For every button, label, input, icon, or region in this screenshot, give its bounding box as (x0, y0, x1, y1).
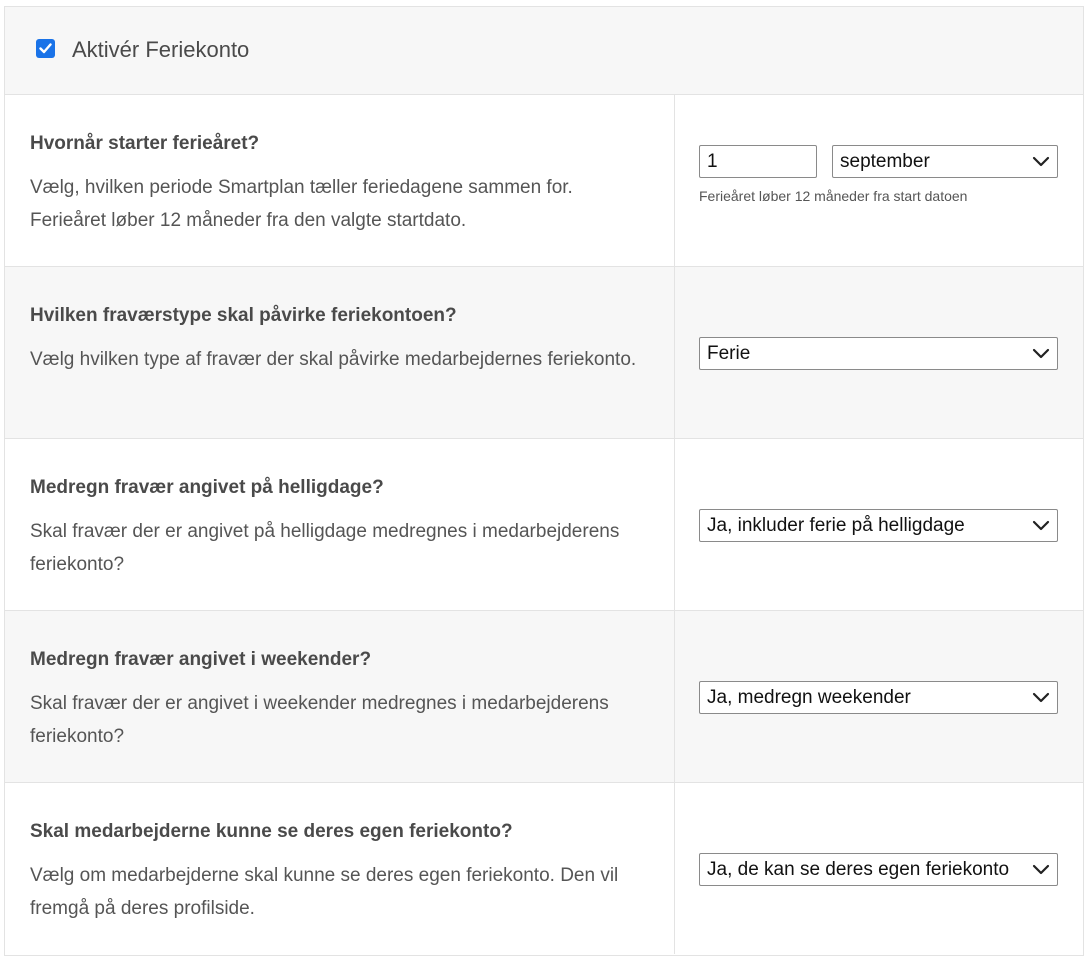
select-value: Ja, inkluder ferie på helligdage (707, 515, 965, 536)
question-description: Skal fravær der er angivet på helligdage medregnes i medarbejderens feriekonto? (30, 521, 620, 575)
question-title: Medregn fravær angivet på helligdage? (30, 477, 384, 498)
row-visibility (5, 783, 1083, 954)
select-value: september (840, 151, 930, 172)
question-title: Hvilken fraværstype skal påvirke feriekontoen? (30, 305, 457, 326)
visibility-select[interactable] (699, 853, 1058, 886)
question-description: Skal fravær der er angivet i weekender medregnes i medarbejderens feriekonto? (30, 693, 609, 747)
row-holidays (5, 439, 1083, 611)
panel-header (5, 7, 1083, 95)
chevron-down-icon (1032, 690, 1050, 704)
activate-checkbox[interactable] (36, 39, 55, 58)
checkmark-icon (39, 43, 52, 54)
chevron-down-icon (1032, 154, 1050, 168)
select-value: Ja, de kan se deres egen feriekonto (707, 859, 1010, 880)
select-value: Ferie (707, 343, 751, 364)
chevron-down-icon (1032, 346, 1050, 360)
weekends-select[interactable] (699, 681, 1058, 714)
start-date-hint: Ferieåret løber 12 måneder fra start datoen (699, 188, 968, 204)
row-weekends (5, 611, 1083, 783)
row-absence-type (5, 267, 1083, 439)
activate-label[interactable]: Aktivér Feriekonto (72, 36, 250, 62)
question-title: Medregn fravær angivet i weekender? (30, 649, 372, 670)
question-description: Vælg hvilken type af fravær der skal påvirke medarbejdernes feriekonto. (30, 349, 637, 370)
chevron-down-icon (1032, 518, 1050, 532)
holidays-select[interactable] (699, 509, 1058, 542)
absence-type-select[interactable] (699, 337, 1058, 370)
row-start-date (5, 95, 1083, 267)
question-description: Vælg, hvilken periode Smartplan tæller feriedagene sammen for. Ferieåret løber 12 måneder fra den valgte startdato. (30, 177, 573, 231)
question-title: Hvornår starter ferieåret? (30, 133, 260, 154)
start-day-input[interactable]: 1 (699, 145, 817, 178)
question-description: Vælg om medarbejderne skal kunne se deres egen feriekonto. Den vil fremgå på deres profilside. (30, 865, 619, 919)
question-title: Skal medarbejderne kunne se deres egen feriekonto? (30, 821, 513, 842)
feriekonto-panel (4, 6, 1084, 956)
select-value: Ja, medregn weekender (707, 687, 911, 708)
start-month-select[interactable] (832, 145, 1058, 178)
chevron-down-icon (1032, 862, 1050, 876)
